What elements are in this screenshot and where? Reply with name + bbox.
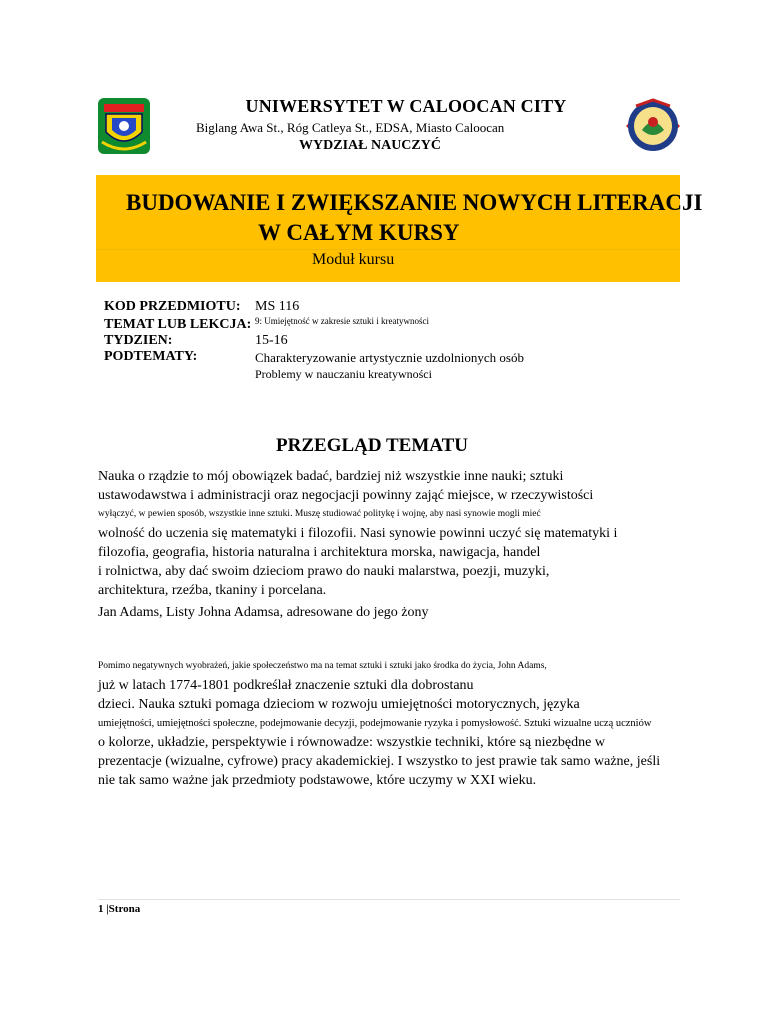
overview-heading: PRZEGLĄD TEMATU: [276, 435, 468, 456]
banner-divider: [96, 249, 680, 250]
quote-line: ustawodawstwa i administracji oraz negocjacji powinny zająć miejsce, w rzeczywistości: [98, 488, 594, 503]
faculty-name: WYDZIAŁ NAUCZYĆ: [299, 138, 441, 153]
subtopic-2: Problemy w nauczaniu kreatywności: [255, 367, 432, 381]
body-line: Pomimo negatywnych wyobrażeń, jakie społeczeństwo ma na temat sztuki i sztuki jako środka do życia, John Adams,: [98, 661, 547, 671]
page-number: 1 |Strona: [98, 903, 141, 915]
body-line: o kolorze, układzie, perspektywie i równowadze: wszystkie techniki, które są niezbędne w: [98, 735, 605, 750]
quote-paragraph: [98, 467, 618, 600]
course-code-value: MS 116: [255, 299, 300, 314]
university-name: UNIWERSYTET W CALOOCAN CITY: [245, 96, 567, 116]
body-line: nie tak samo ważne jak przedmioty podstawowe, które uczymy w XXI wieku.: [98, 773, 537, 788]
body-line: już w latach 1774-1801 podkreślał znaczenie sztuki dla dobrostanu: [98, 678, 474, 693]
module-title-line-1: BUDOWANIE I ZWIĘKSZANIE NOWYCH LITERACJI: [126, 190, 703, 215]
quote-line: Nauka o rządzie to mój obowiązek badać, bardziej niż wszystkie inne nauki; sztuki: [98, 469, 564, 484]
quote-line: wyłączyć, w pewien sposób, wszystkie inne sztuki. Muszę studiować politykę i wojnę, aby nasi synowie mogli mieć: [98, 509, 541, 519]
quote-line: wolność do uczenia się matematyki i filozofii. Nasi synowie powinni uczyć się matematyki i: [98, 526, 618, 541]
subtopic-1: Charakteryzowanie artystycznie uzdolnionych osób: [255, 350, 524, 365]
quote-attribution: Jan Adams, Listy Johna Adamsa, adresowane do jego żony: [98, 605, 429, 620]
body-line: prezentacje (wizualne, cyfrowe) pracy akademickiej. I wszystko to jest prawie tak samo ważne, jeśli: [98, 754, 661, 769]
week-value: 15-16: [255, 333, 288, 348]
module-title-line-2: W CAŁYM KURSY: [258, 220, 460, 245]
footer-divider: [98, 899, 680, 900]
body-line: dzieci. Nauka sztuki pomaga dzieciom w rozwoju umiejętności motorycznych, języka: [98, 697, 580, 712]
body-line: umiejętności, umiejętności społeczne, podejmowanie decyzji, podejmowanie ryzyka i pomysłowość. Sztuki wizualne uczą uczniów: [98, 718, 652, 729]
body-paragraph: [98, 657, 688, 790]
course-code-label: KOD PRZEDMIOTU:: [104, 299, 241, 314]
module-subtitle: Moduł kursu: [312, 251, 395, 268]
subtopics-label: PODTEMATY:: [104, 349, 198, 364]
quote-line: i rolnictwa, aby dać swoim dzieciom prawo do nauki malarstwa, poezji, muzyki,: [98, 564, 550, 579]
quote-line: architektura, rzeźba, tkaniny i porcelana.: [98, 583, 327, 598]
university-address: Biglang Awa St., Róg Catleya St., EDSA, Miasto Caloocan: [196, 120, 505, 135]
topic-label: TEMAT LUB LEKCJA:: [104, 317, 252, 332]
week-label: TYDZIEN:: [104, 333, 173, 348]
quote-line: filozofia, geografia, historia naturalna i architektura morska, nawigacja, handel: [98, 545, 541, 560]
topic-value: 9: Umiejętność w zakresie sztuki i kreatywności: [255, 316, 429, 326]
